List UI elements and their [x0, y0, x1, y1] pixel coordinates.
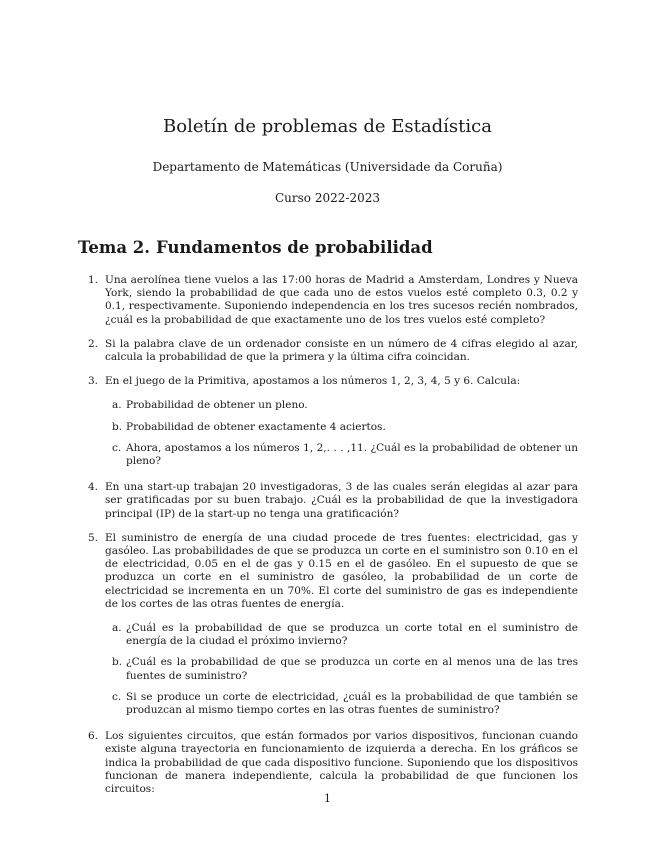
subitem-text: ¿Cuál es la probabilidad de que se produzca un corte total en el suministro de energía de la ciudad el próximo invierno?	[126, 622, 578, 648]
problem-3-subitems	[78, 399, 578, 468]
problem-text: Una aerolínea tiene vuelos a las 17:00 horas de Madrid a Amsterdam, Londres y Nueva York, siendo la probabilidad de que cada uno de estos vuelos esté completo 0.3, 0.2 y 0.1, respectivamente. Suponiendo independencia en los tres sucesos recién nombrados, ¿cuál es la probabilidad de que exactamente uno de los tres vuelos esté completo?	[105, 274, 578, 326]
subitem	[78, 421, 578, 434]
subitem-text: Probabilidad de obtener exactamente 4 aciertos.	[126, 420, 386, 433]
problem-3	[78, 375, 578, 388]
subitem	[78, 691, 578, 717]
subitem	[78, 656, 578, 682]
subitem-text: Probabilidad de obtener un pleno.	[126, 399, 308, 412]
problem-number: 5.	[88, 531, 99, 544]
problem-text: En una start-up trabajan 20 investigadoras, 3 de las cuales serán elegidas al azar para ser gratificadas por su buen trabajo. ¿Cuál es la probabilidad de que la investigadora principal (IP) de la start-up no tenga una gratificación?	[105, 481, 578, 520]
problem-number: 3.	[88, 375, 99, 388]
problem-4	[78, 481, 578, 521]
subitem-label: a.	[112, 399, 122, 412]
subitem-text: ¿Cuál es la probabilidad de que se produzca un corte en al menos una de las tres fuentes de suministro?	[126, 656, 578, 682]
problem-text: El suministro de energía de una ciudad procede de tres fuentes: electricidad, gas y gasóleo. Las probabilidades de que se produzca un corte en el suministro son 0.10 en el de electricidad, 0.05 en el de gas y 0.15 en el de gasóleo. En el supuesto de que se produzca un corte en el suministro de gasóleo, la probabilidad de un corte de electricidad se incrementa en un 70%. El corte del suministro de gas es independiente de los cortes de las otras fuentes de energía.	[105, 531, 578, 610]
problem-5	[78, 532, 578, 611]
subitem-label: b.	[112, 656, 123, 669]
course-line: Curso 2022-2023	[275, 191, 380, 205]
problem-number: 6.	[88, 730, 99, 743]
problem-list	[78, 274, 578, 807]
problem-1	[78, 274, 578, 327]
section-number: Tema 2.	[78, 238, 151, 257]
subitem	[78, 399, 578, 412]
problem-number: 4.	[88, 481, 99, 494]
problem-6	[78, 730, 578, 796]
section-title: Fundamentos de probabilidad	[156, 238, 433, 257]
problem-2	[78, 338, 578, 364]
subitem-label: a.	[112, 622, 122, 635]
subitem	[78, 442, 578, 468]
department-line: Departamento de Matemáticas (Universidade da Coruña)	[152, 160, 503, 174]
subitem-label: c.	[112, 690, 122, 703]
problem-text: En el juego de la Primitiva, apostamos a los números 1, 2, 3, 4, 5 y 6. Calcula:	[105, 375, 521, 388]
problem-text: Si la palabra clave de un ordenador consiste en un número de 4 cifras elegido al azar, calcula la probabilidad de que la primera y la última cifra coincidan.	[105, 337, 578, 364]
problem-text: Los siguientes circuitos, que están formados por varios dispositivos, funcionan cuando existe alguna trayectoria en funcionamiento de izquierda a derecha. En los gráficos se indica la probabilidad de que cada dispositivo funcione. Suponiendo que los dispositivos funcionan de manera independiente, calcula la probabilidad de que funcionen los circuitos:	[105, 730, 578, 796]
subitem	[78, 622, 578, 648]
document-title: Boletín de problemas de Estadística	[163, 116, 492, 137]
subitem-text: Ahora, apostamos a los números 1, 2,. . . ,11. ¿Cuál es la probabilidad de obtener un pleno?	[126, 441, 578, 468]
subitem-text: Si se produce un corte de electricidad, ¿cuál es la probabilidad de que también se produzcan al mismo tiempo cortes en las otras fuentes de suministro?	[126, 690, 578, 717]
problem-number: 1.	[88, 274, 99, 286]
subitem-label: c.	[112, 441, 122, 454]
page-number: 1	[324, 792, 331, 805]
problem-5-subitems	[78, 622, 578, 717]
subitem-label: b.	[112, 420, 123, 433]
problem-number: 2.	[88, 337, 99, 350]
section-heading	[78, 238, 433, 257]
